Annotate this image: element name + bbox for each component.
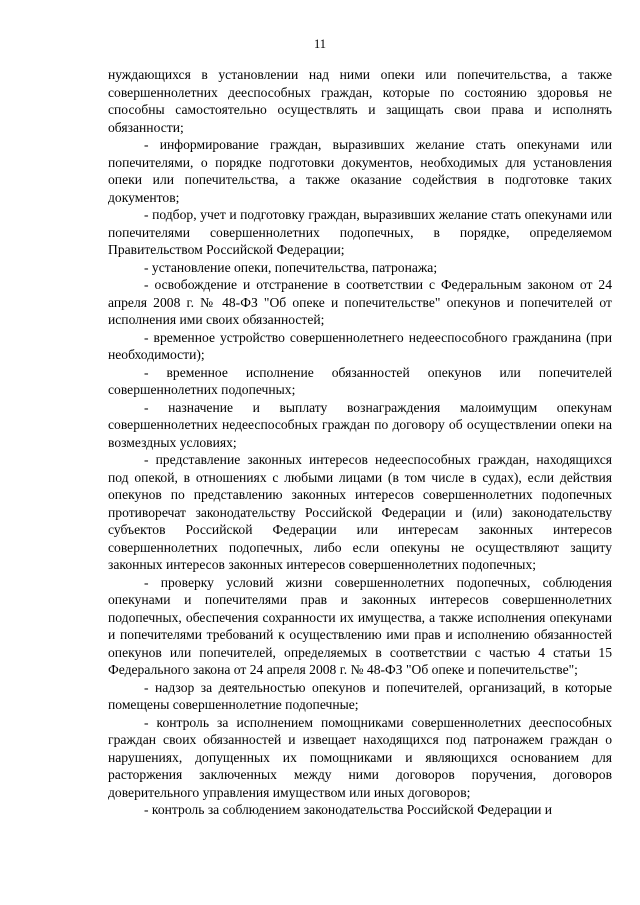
list-item: - временное исполнение обязанностей опекунов или попечителей совершеннолетних подопечных; bbox=[108, 364, 612, 397]
page-number: 11 bbox=[313, 37, 327, 51]
list-item: - контроль за исполнением помощниками совершеннолетних дееспособных граждан своих обязанностей и извещает находящихся под патронажем граждан о нарушениях, допущенных их помощниками и являющихся основанием для расторжения заключенных между ними договоров поручения, договоров доверительного управления имуществом или иных договоров; bbox=[108, 714, 612, 800]
list-item: - представление законных интересов недееспособных граждан, находящихся под опекой, в отношениях с любыми лицами (в том числе в судах), если действия опекунов по представлению законных интересов совершеннолетних подопечных противоречат законодательству Российской Федерации и (или) законодательству субъектов Российской Федерации или интересам законных интересов совершеннолетних подопечных, либо если опекуны не осуществляют защиту законных интересов законных интересов совершеннолетних подопечных; bbox=[108, 452, 612, 572]
list-item: - надзор за деятельностью опекунов и попечителей, организаций, в которые помещены совершеннолетние подопечные; bbox=[108, 679, 612, 712]
paragraph-continuation: нуждающихся в установлении над ними опеки или попечительства, а также совершеннолетних дееспособных граждан, которые по состоянию здоровья не способны самостоятельно осуществлять и защищать свои права и исполнять обязанности; bbox=[108, 67, 612, 135]
list-item: - освобождение и отстранение в соответствии с Федеральным законом от 24 апреля 2008 г. № 48-ФЗ "Об опеке и попечительстве" опекунов и попечителей от исполнения ими своих обязанностей; bbox=[108, 277, 612, 327]
list-item: - проверку условий жизни совершеннолетних подопечных, соблюдения опекунами и попечителями прав и законных интересов совершеннолетних подопечных, обеспечения сохранности их имущества, а также исполнения опекунами и попечителями требований к осуществлению ими прав и исполнению обязанностей опекунов или попечителей, определяемых в соответствии с частью 4 статьи 15 Федерального закона от 24 апреля 2008 г. № 48-ФЗ "Об опеке и попечительстве"; bbox=[108, 574, 612, 677]
list-item: - подбор, учет и подготовку граждан, выразивших желание стать опекунами или попечителями совершеннолетних подопечных, в порядке, определяемом Правительством Российской Федерации; bbox=[108, 207, 612, 257]
list-item: - установление опеки, попечительства, патронажа; bbox=[144, 259, 438, 275]
document-body bbox=[108, 66, 612, 819]
list-item: - информирование граждан, выразивших желание стать опекунами или попечителями, о порядке подготовки документов, необходимых для установления опеки или попечительства, а также оказание содействия в подготовке таких документов; bbox=[108, 137, 612, 205]
list-item: - контроль за соблюдением законодательства Российской Федерации и bbox=[144, 802, 553, 817]
list-item: - назначение и выплату вознаграждения малоимущим опекунам совершеннолетних недееспособных граждан по договору об осуществлении опеки на возмездных условиях; bbox=[108, 399, 612, 450]
list-item: - временное устройство совершеннолетнего недееспособного гражданина (при необходимости); bbox=[108, 329, 612, 362]
